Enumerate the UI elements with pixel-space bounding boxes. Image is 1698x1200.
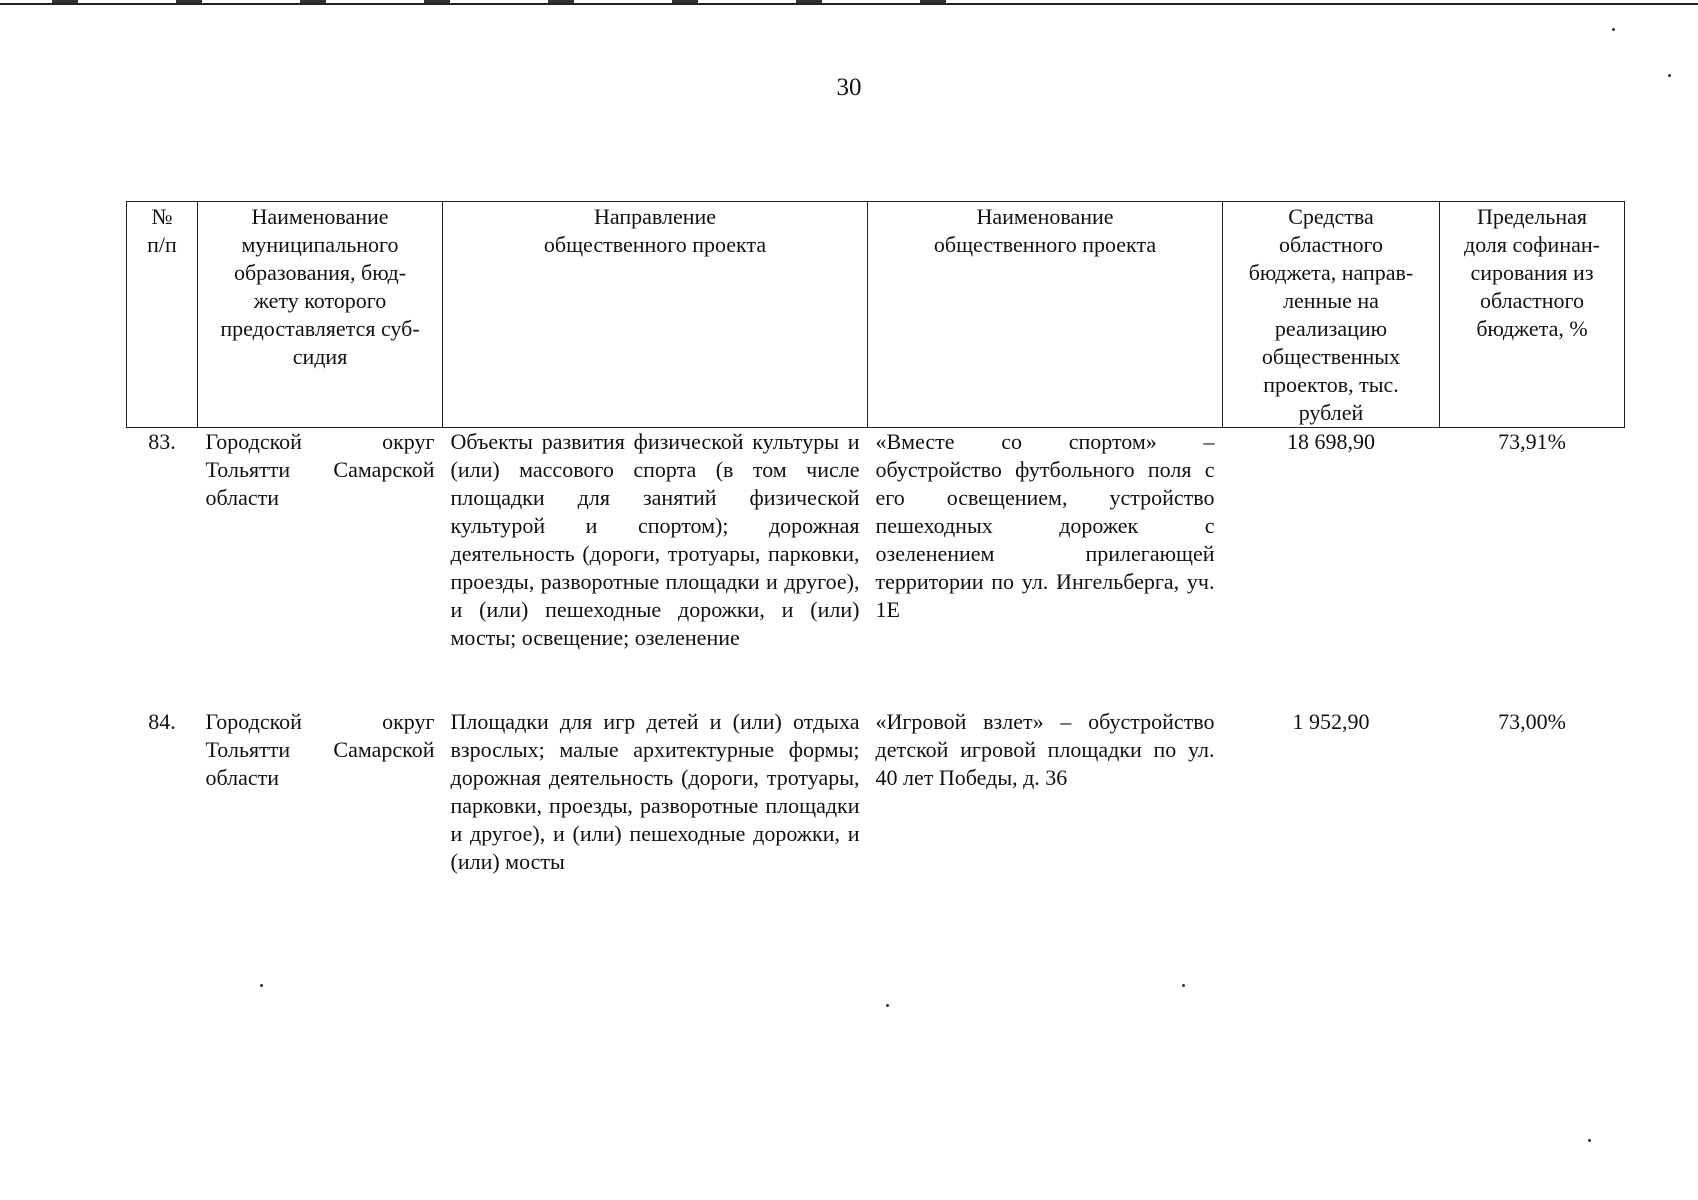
row-funds: 18 698,90 — [1287, 429, 1375, 454]
scan-speck — [260, 984, 263, 987]
header-project: Наименование общественного проекта — [868, 202, 1223, 428]
scan-speck — [886, 1004, 889, 1007]
row-direction: Объекты развития физической культуры и (или) массового спорта (в том числе площадки для занятий физической культурой и спортом); дорожная деятельность (дороги, тротуары, парковки, проезды, разворотные площадки и другое), и (или) пешеходные дорожки, и (или) мосты; освещение; озеленение — [450, 429, 860, 650]
row-municipality: Городской округ Тольятти Самарской области — [205, 429, 435, 510]
scan-dash — [176, 0, 202, 3]
scan-dash — [52, 0, 78, 3]
table-header-row — [127, 202, 1625, 428]
row-number: 84. — [148, 709, 176, 734]
scan-speck — [1182, 984, 1185, 987]
scan-dash — [300, 0, 326, 3]
header-municipality: Наименование муниципального образования, бюд- жету которого предоставляется суб- сидия — [198, 202, 443, 428]
scan-dash — [424, 0, 450, 3]
page-number: 30 — [836, 74, 862, 101]
row-share: 73,91% — [1498, 429, 1566, 454]
scan-speck — [1588, 1139, 1591, 1142]
row-funds: 1 952,90 — [1292, 709, 1370, 734]
header-direction: Направление общественного проекта — [443, 202, 868, 428]
row-share: 73,00% — [1498, 709, 1566, 734]
scan-dash — [920, 0, 946, 3]
scan-dash — [672, 0, 698, 3]
scan-dash — [548, 0, 574, 3]
header-share: Предельная доля софинан- сирования из областного бюджета, % — [1440, 202, 1625, 428]
top-scan-rule — [0, 3, 1698, 5]
row-municipality: Городской округ Тольятти Самарской области — [205, 709, 435, 790]
header-number: № п/п — [127, 202, 198, 428]
row-number: 83. — [148, 429, 176, 454]
row-project: «Игровой взлет» – обустройство детской игровой площадки по ул. 40 лет Победы, д. 36 — [875, 709, 1215, 790]
row-direction: Площадки для игр детей и (или) отдыха взрослых; малые архитектурные формы; дорожная деятельность (дороги, тротуары, парковки, проезды, разворотные площадки и другое), и (или) пешеходные дорожки, и (или) мосты — [450, 709, 860, 874]
table-row — [127, 428, 1625, 709]
table-row — [127, 708, 1625, 908]
header-funds: Средства областного бюджета, направ- ленные на реализацию общественных проектов, тыс. рублей — [1223, 202, 1440, 428]
projects-table — [126, 201, 1625, 908]
scan-speck — [1612, 28, 1615, 31]
row-project: «Вместе со спортом» – обустройство футбольного поля с его освещением, устройство пешеходных дорожек с озеленением прилегающей территории по ул. Ингельберга, уч. 1Е — [875, 429, 1215, 622]
scan-dash — [796, 0, 822, 3]
